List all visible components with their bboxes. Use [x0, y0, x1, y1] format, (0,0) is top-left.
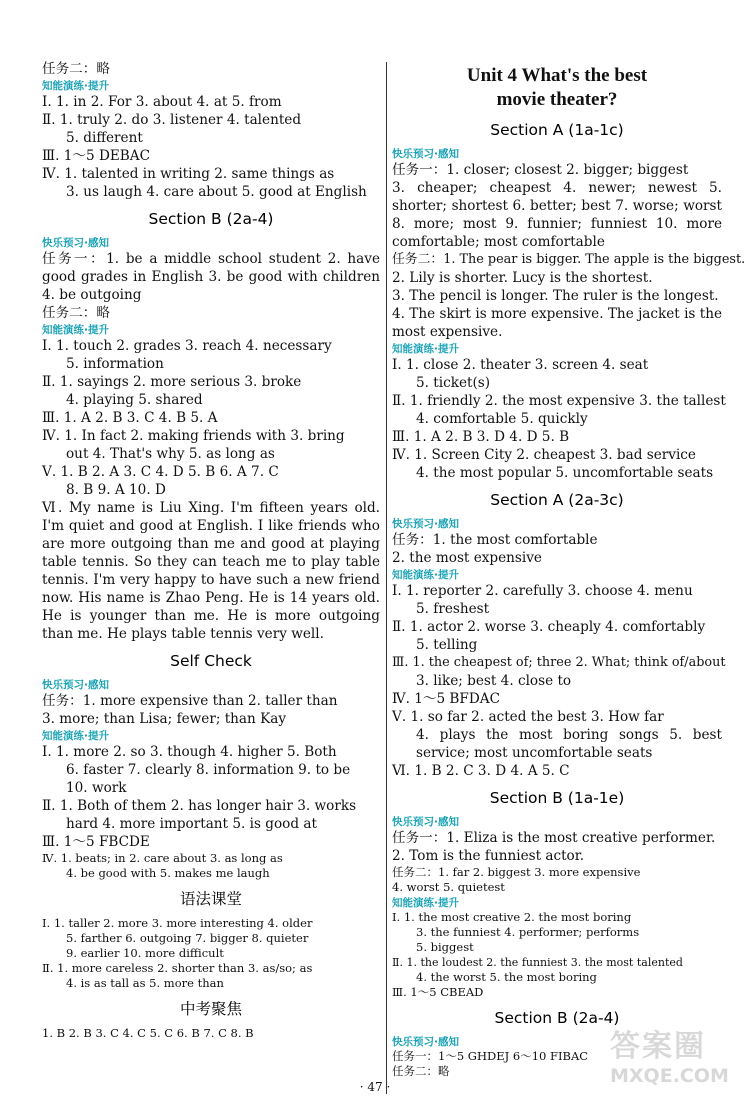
section-tag: 知能演练·提升 [392, 569, 459, 581]
section-heading: 中考聚焦 [179, 1000, 242, 1018]
text-line: 3. more; than Lisa; fewer; than Kay [42, 711, 287, 727]
section-heading: Section A (2a-3c) [490, 491, 624, 509]
text-line: 5. different [66, 130, 143, 146]
text-line: 任务二：略 [392, 1064, 450, 1078]
text-line: Ⅰ. 1. the most creative 2. the most boring [392, 910, 632, 924]
text-line: Ⅳ. 1. Screen City 2. cheapest 3. bad service [392, 447, 696, 463]
text-line: Ⅵ. 1. B 2. C 3. D 4. A 5. C [392, 763, 570, 779]
text-line: 5. information [66, 356, 164, 372]
watermark-text: 答案圈 [610, 1029, 706, 1064]
text-line: 4. comfortable 5. quickly [416, 411, 588, 427]
text-line: 4. be good with 5. makes me laugh [66, 866, 270, 880]
text-line: 任务二：1. far 2. biggest 3. more expensive [392, 865, 641, 879]
text-line: 8. B 9. A 10. D [66, 482, 166, 498]
text-line: 4. the worst 5. the most boring [416, 970, 597, 984]
text-line: 4. is as tall as 5. more than [66, 976, 224, 990]
text-line: Ⅱ. 1. friendly 2. the most expensive 3. the tallest [392, 393, 726, 409]
text-line: Ⅱ. 1. sayings 2. more serious 3. broke [42, 374, 302, 390]
text-line: 1. B 2. B 3. C 4. C 5. C 6. B 7. C 8. B [42, 1026, 254, 1040]
text-line: Ⅱ. 1. actor 2. worse 3. cheaply 4. comfortably [392, 619, 706, 635]
text-line: 任务二：略 [42, 305, 110, 321]
text-line: Ⅱ. 1. the loudest 2. the funniest 3. the most talented [392, 956, 683, 969]
text-line: Ⅱ. 1. more careless 2. shorter than 3. as/so; as [42, 961, 313, 975]
text-line: Ⅰ. 1. reporter 2. carefully 3. choose 4. menu [392, 583, 693, 599]
text-line: Ⅰ. 1. in 2. For 3. about 4. at 5. from [42, 94, 282, 110]
text-line: Ⅰ. 1. taller 2. more 3. more interesting 4. older [42, 916, 313, 930]
text-line: 任务二：1. The pear is bigger. The apple is the biggest. [392, 252, 746, 267]
text-line: Ⅱ. 1. Both of them 2. has longer hair 3. works [42, 798, 357, 814]
text-line: 5. biggest [416, 940, 474, 954]
section-tag: 知能演练·提升 [392, 897, 459, 909]
text-line: 3. like; best 4. close to [416, 673, 572, 689]
text-paragraph: 任务一：1. be a middle school student 2. have good grades in English 3. be good with children 4. be outgoing [42, 251, 380, 303]
text-line: out 4. That's why 5. as long as [66, 446, 275, 462]
text-line: Ⅲ. 1～5 DEBAC [42, 148, 150, 164]
section-tag: 快乐预习·感知 [42, 679, 109, 691]
text-line: 3. the funniest 4. performer; performs [416, 925, 640, 939]
unit-title: movie theater? [496, 89, 618, 110]
text-line: 5. telling [416, 637, 478, 653]
column-divider [386, 62, 387, 1094]
text-line: 6. faster 7. clearly 8. information 9. to be [66, 762, 351, 778]
section-heading: Section A (1a-1c) [490, 121, 624, 139]
text-line: 任务二：略 [42, 61, 110, 77]
left-column [42, 60, 380, 1041]
text-line: 任务一：1. Eliza is the most creative performer. [392, 830, 716, 846]
text-line: 2. the most expensive [392, 550, 542, 566]
essay-paragraph: Ⅵ. My name is Liu Xing. I'm fifteen years old. I'm quiet and good at English. I like friends who are more outgoing than me and good at playing table tennis. So they can teach me to play table tennis. I'm very happy to have such a new friend now. His name is Zhao Peng. He is 14 years old. He is younger than me. He is more outgoing than me. He plays table tennis very well. [42, 500, 380, 642]
text-line: 4. worst 5. quietest [392, 880, 505, 894]
text-line: 任务一：1. closer; closest 2. bigger; biggest [392, 162, 689, 178]
text-paragraph: 3. cheaper; cheapest 4. newer; newest 5. shorter; shortest 6. better; best 7. worse; worst 8. more; most 9. funnier; funniest 10. more comfortable; most comfortable [392, 180, 722, 250]
section-heading: Self Check [170, 652, 252, 670]
section-heading: Section B (2a-4) [148, 210, 274, 228]
text-line: Ⅳ. 1～5 BFDAC [392, 691, 500, 707]
text-line: hard 4. more important 5. is good at [66, 816, 317, 832]
text-paragraph: 4. The skirt is more expensive. The jacket is the most expensive. [392, 306, 722, 340]
page-number: · 47 · [359, 1080, 391, 1094]
text-line: 3. The pencil is longer. The ruler is the longest. [392, 288, 719, 304]
text-line: 4. playing 5. shared [66, 392, 203, 408]
text-line: Ⅳ. 1. talented in writing 2. same things as [42, 166, 335, 182]
section-tag: 快乐预习·感知 [392, 148, 459, 160]
text-line: Ⅰ. 1. close 2. theater 3. screen 4. seat [392, 357, 649, 373]
right-column [392, 60, 746, 1079]
section-tag: 知能演练·提升 [42, 730, 109, 742]
text-line: 2. Tom is the funniest actor. [392, 848, 585, 864]
section-tag: 知能演练·提升 [42, 80, 109, 92]
section-heading: 语法课堂 [179, 890, 242, 908]
text-line: Ⅲ. 1～5 FBCDE [42, 834, 150, 850]
text-line: Ⅲ. 1. the cheapest of; three 2. What; think of/about [392, 655, 726, 670]
section-tag: 知能演练·提升 [392, 343, 459, 355]
text-line: Ⅱ. 1. truly 2. do 3. listener 4. talented [42, 112, 302, 128]
watermark-url: MXQE.COM [610, 1065, 729, 1087]
section-tag: 快乐预习·感知 [392, 518, 459, 530]
text-line: 5. freshest [416, 601, 490, 617]
text-line: Ⅰ. 1. more 2. so 3. though 4. higher 5. Both [42, 744, 337, 760]
section-tag: 快乐预习·感知 [392, 1036, 459, 1048]
text-line: 3. us laugh 4. care about 5. good at English [66, 184, 367, 200]
text-line: Ⅲ. 1～5 CBEAD [392, 985, 484, 999]
text-line: Ⅳ. 1. In fact 2. making friends with 3. bring [42, 428, 345, 444]
text-line: 2. Lily is shorter. Lucy is the shortest. [392, 270, 653, 286]
text-paragraph: 4. plays the most boring songs 5. best service; most uncomfortable seats [416, 727, 722, 761]
text-line: 5. ticket(s) [416, 375, 491, 391]
text-line: Ⅲ. 1. A 2. B 3. C 4. B 5. A [42, 410, 218, 426]
text-line: 5. farther 6. outgoing 7. bigger 8. quieter [66, 931, 309, 945]
text-line: 10. work [66, 780, 127, 796]
text-line: Ⅴ. 1. B 2. A 3. C 4. D 5. B 6. A 7. C [42, 464, 279, 480]
section-tag: 知能演练·提升 [42, 324, 109, 336]
text-line: Ⅴ. 1. so far 2. acted the best 3. How far [392, 709, 664, 725]
text-line: Ⅰ. 1. touch 2. grades 3. reach 4. necessary [42, 338, 332, 354]
text-line: 任务一：1～5 GHDEJ 6～10 FIBAC [392, 1049, 589, 1063]
section-tag: 快乐预习·感知 [42, 237, 109, 249]
text-line: 任务：1. more expensive than 2. taller than [42, 693, 338, 709]
text-line: Ⅳ. 1. beats; in 2. care about 3. as long as [42, 851, 283, 865]
text-line: 9. earlier 10. more difficult [66, 946, 224, 960]
section-tag: 快乐预习·感知 [392, 816, 459, 828]
text-line: Ⅲ. 1. A 2. B 3. D 4. D 5. B [392, 429, 570, 445]
section-heading: Section B (1a-1e) [489, 789, 625, 807]
text-line: 任务：1. the most comfortable [392, 532, 598, 548]
section-heading: Section B (2a-4) [494, 1009, 620, 1027]
text-line: 4. the most popular 5. uncomfortable seats [416, 465, 714, 481]
unit-title: Unit 4 What's the best [466, 65, 648, 86]
